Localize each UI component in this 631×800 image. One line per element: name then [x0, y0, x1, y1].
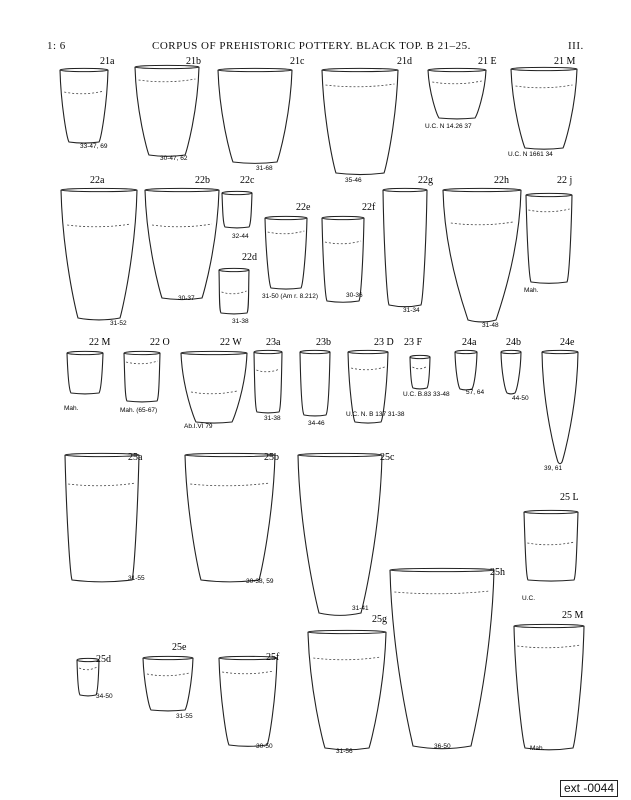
vessel-label: 22d	[242, 252, 257, 263]
black-top-line	[191, 391, 237, 394]
black-top-line	[79, 667, 97, 670]
vessel-figure	[322, 202, 376, 302]
vessel-rim	[514, 624, 584, 627]
vessel-note: 57, 64	[466, 389, 485, 396]
vessel-rim	[145, 188, 219, 191]
vessel-rim	[383, 188, 427, 191]
vessel-label: 25a	[128, 452, 143, 463]
vessel-figure	[254, 337, 282, 422]
vessel-rim	[390, 568, 494, 571]
vessel-outline	[298, 455, 382, 615]
vessel-outline	[222, 193, 252, 228]
black-top-line	[190, 483, 270, 486]
vessel-figure	[443, 175, 521, 329]
black-top-line	[126, 361, 158, 364]
black-top-line	[394, 591, 489, 594]
vessel-note: U.C. B.83 33-48	[403, 391, 450, 398]
vessel-outline	[383, 190, 427, 307]
vessel-rim	[218, 68, 292, 71]
vessel-figure	[262, 202, 318, 300]
black-top-line	[326, 84, 395, 87]
vessel-note: 31-56	[336, 748, 353, 755]
vessel-figure	[524, 175, 572, 294]
black-top-line	[68, 483, 136, 486]
vessel-label: 24b	[506, 337, 521, 348]
vessel-outline	[181, 353, 247, 423]
black-top-line	[222, 291, 247, 294]
vessel-rim	[322, 216, 364, 219]
vessel-figure	[403, 337, 450, 398]
vessel-outline	[524, 512, 578, 581]
vessel-label: 23a	[266, 337, 281, 348]
vessel-figure	[218, 56, 305, 172]
vessel-outline	[60, 70, 108, 143]
vessel-figure	[143, 642, 193, 720]
vessel-figure	[425, 56, 497, 130]
vessel-figure	[219, 252, 257, 325]
black-top-line	[451, 222, 513, 225]
vessel-rim	[254, 350, 282, 353]
vessel-rim	[455, 350, 477, 353]
vessel-figure	[514, 610, 584, 752]
vessel-figure	[322, 56, 412, 184]
vessel-label: 25e	[172, 642, 187, 653]
vessel-outline	[185, 455, 275, 582]
vessel-label: 23 D	[374, 337, 394, 348]
black-top-line	[528, 209, 569, 212]
vessel-note: Mah.	[524, 287, 539, 294]
vessel-figure	[308, 614, 387, 755]
vessel-rim	[61, 188, 137, 191]
vessel-note: 35-46	[345, 177, 362, 184]
vessel-rim	[511, 67, 577, 70]
vessel-note: 30-37	[178, 295, 195, 302]
black-top-line	[152, 224, 212, 227]
vessel-note: U.C. N 1661 34	[508, 151, 553, 158]
vessel-note: 31-34	[403, 307, 420, 314]
vessel-label: 22 W	[220, 337, 242, 348]
vessel-outline	[300, 352, 330, 416]
vessel-note: Mah. (65-67)	[120, 407, 158, 414]
vessel-note: 32-44	[232, 233, 249, 240]
vessel-rim	[185, 453, 275, 456]
vessel-figure	[185, 452, 279, 585]
vessel-outline	[308, 632, 386, 750]
vessel-figure	[300, 337, 331, 427]
vessel-note: 31-48	[482, 322, 499, 329]
vessel-note: 31-50 (Am r. 8.212)	[262, 293, 318, 300]
black-top-line	[517, 645, 580, 648]
vessel-label: 21 E	[478, 56, 497, 67]
vessel-outline	[145, 190, 219, 300]
vessel-label: 25f	[266, 652, 280, 663]
plate-scale: 1: 6	[47, 40, 66, 52]
black-top-line	[351, 367, 385, 370]
vessel-label: 25h	[490, 567, 505, 578]
vessel-figure	[346, 337, 405, 423]
vessel-note: 31-55	[176, 713, 193, 720]
vessel-rim	[265, 216, 307, 219]
plate-number: III.	[568, 40, 584, 52]
reference-tag: ext -0044	[560, 780, 618, 797]
vessel-rim	[308, 630, 386, 633]
vessel-note: Mah.	[530, 745, 545, 752]
vessel-outline	[124, 353, 160, 402]
vessel-label: 25b	[264, 452, 279, 463]
vessel-label: 25c	[380, 452, 395, 463]
vessel-label: 23b	[316, 337, 331, 348]
black-top-line	[256, 369, 279, 372]
plate-title: CORPUS OF PREHISTORIC POTTERY. BLACK TOP. B 21–25.	[152, 40, 471, 52]
vessel-note: 31-55	[128, 575, 145, 582]
vessel-figure	[77, 654, 113, 700]
vessel-rim	[67, 351, 103, 354]
vessel-outline	[135, 67, 199, 156]
black-top-line	[64, 91, 104, 94]
vessel-note: 30-36	[346, 292, 363, 299]
vessel-label: 23 F	[404, 337, 423, 348]
vessel-label: 22c	[240, 175, 255, 186]
vessel-figure	[64, 337, 111, 412]
vessel-rim	[443, 188, 521, 191]
vessel-rim	[60, 68, 108, 71]
vessel-note: U.C. N. B 137 31-38	[346, 411, 405, 418]
vessel-figure	[145, 175, 219, 302]
vessel-note: 31-68	[256, 165, 273, 172]
vessel-label: 22h	[494, 175, 509, 186]
black-top-line	[313, 657, 380, 660]
vessel-rim	[526, 193, 572, 196]
vessel-label: 25 M	[562, 610, 584, 621]
vessel-rim	[322, 68, 398, 71]
vessel-rim	[222, 191, 252, 194]
vessel-note: 36-50	[434, 743, 451, 750]
vessel-note: U.C.	[522, 595, 535, 602]
vessel-figure	[120, 337, 170, 414]
vessel-figure	[222, 175, 255, 240]
vessel-rim	[542, 350, 578, 353]
black-top-line	[412, 366, 427, 369]
vessel-figure	[181, 337, 247, 430]
vessel-note: 31-38	[264, 415, 281, 422]
vessel-rim	[428, 68, 486, 71]
vessel-outline	[67, 353, 103, 394]
vessel-figure	[501, 337, 529, 402]
vessel-outline	[514, 626, 584, 750]
vessel-outline	[219, 658, 277, 746]
vessel-label: 25g	[372, 614, 387, 625]
vessel-figure	[522, 492, 579, 602]
vessel-label: 24a	[462, 337, 477, 348]
vessel-outline	[265, 218, 307, 289]
vessel-figure	[542, 337, 578, 472]
vessel-rim	[124, 351, 160, 354]
vessel-outline	[501, 352, 521, 394]
vessel-outline	[65, 455, 139, 582]
vessel-label: 21a	[100, 56, 115, 67]
vessel-note: Ab.I.VI 79	[184, 423, 213, 430]
vessel-outline	[410, 357, 430, 389]
vessel-outline	[390, 570, 494, 749]
vessel-figure	[390, 567, 505, 750]
vessel-outline	[219, 270, 249, 314]
vessel-label: 21c	[290, 56, 305, 67]
vessel-note: 31-52	[110, 320, 127, 327]
vessel-outline	[542, 352, 578, 464]
black-top-line	[139, 79, 196, 82]
vessel-label: 22 j	[557, 175, 573, 186]
vessel-rim	[298, 453, 382, 456]
vessel-outline	[218, 70, 292, 163]
vessel-note: 34-46	[308, 420, 325, 427]
vessel-note: 33-47, 69	[80, 143, 108, 150]
vessel-figure	[383, 175, 433, 314]
vessel-figure	[60, 56, 115, 150]
vessel-rim	[410, 355, 430, 358]
vessel-label: 21 M	[554, 56, 576, 67]
vessel-outline	[77, 660, 99, 696]
vessel-note: 39, 61	[544, 465, 563, 472]
vessel-label: 22b	[195, 175, 210, 186]
vessel-note: 31-41	[352, 605, 369, 612]
vessel-outline	[322, 70, 398, 175]
vessel-label: 22a	[90, 175, 105, 186]
vessel-note: 34-50	[96, 693, 113, 700]
vessel-note: U.C. N 14.26 37	[425, 123, 472, 130]
black-top-line	[527, 542, 574, 545]
vessel-label: 22e	[296, 202, 311, 213]
vessel-label: 22 O	[150, 337, 170, 348]
black-top-line	[147, 673, 189, 676]
vessel-figure	[298, 452, 395, 615]
vessel-figure	[508, 56, 577, 158]
black-top-line	[222, 671, 274, 674]
vessel-label: 21d	[397, 56, 412, 67]
vessel-outline	[143, 658, 193, 711]
vessel-outline	[443, 190, 521, 322]
black-top-line	[516, 85, 573, 88]
vessel-label: 22f	[362, 202, 376, 213]
vessel-rim	[300, 350, 330, 353]
vessel-rim	[524, 510, 578, 513]
vessel-label: 24e	[560, 337, 575, 348]
vessel-label: 22 M	[89, 337, 111, 348]
vessel-note: 30-47, 62	[160, 155, 188, 162]
vessel-rim	[143, 656, 193, 659]
vessel-figure	[455, 337, 484, 396]
vessel-outline	[322, 218, 364, 302]
vessel-rim	[348, 350, 388, 353]
vessel-outline	[526, 195, 572, 283]
vessel-figure	[135, 56, 201, 162]
vessel-note: 31-38	[232, 318, 249, 325]
vessel-rim	[181, 351, 247, 354]
vessel-label: 25d	[96, 654, 111, 665]
vessel-outline	[61, 190, 137, 320]
black-top-line	[325, 241, 361, 244]
vessel-label: 25 L	[560, 492, 579, 503]
vessel-figure	[61, 175, 137, 327]
vessel-rim	[501, 350, 521, 353]
vessel-note: Mah.	[64, 405, 79, 412]
vessel-note: 44-50	[512, 395, 529, 402]
vessel-outline	[455, 352, 477, 390]
vessel-rim	[219, 268, 249, 271]
vessel-note: 30-50	[256, 743, 273, 750]
vessel-outline	[428, 70, 486, 119]
black-top-line	[268, 231, 305, 234]
black-top-line	[67, 224, 131, 227]
vessel-outline	[511, 69, 577, 149]
vessel-note: 30-38, 59	[246, 578, 274, 585]
vessel-figure	[65, 452, 145, 582]
vessel-figure	[219, 652, 280, 750]
black-top-line	[432, 81, 482, 84]
vessel-label: 22g	[418, 175, 433, 186]
vessel-label: 21b	[186, 56, 201, 67]
vessel-outline	[254, 352, 282, 413]
